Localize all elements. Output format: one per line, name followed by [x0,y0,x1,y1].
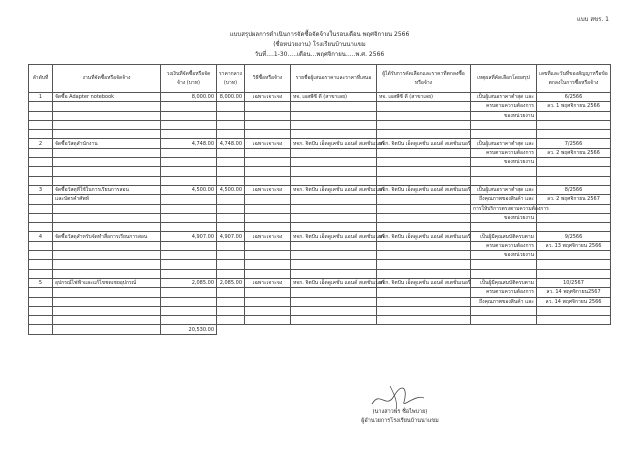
item-reason: ถึงคุณภาพของสินค้า และ [471,195,537,204]
item-bidder: หจก. จิตปัน เอ็ดดูเคชั่น แอนด์ สเตชั่นเนอรี่ [291,185,377,194]
table-row [29,111,611,120]
item-number [29,158,53,167]
item-contract: ลว. 14 พฤศจิกายน 2566 [537,297,611,306]
item-bidder [291,102,377,111]
col-header-no: ลำดับที่ [29,65,53,93]
empty-cell [245,316,291,325]
item-budget: 4,748.00 [161,139,217,148]
empty-cell [245,130,291,139]
empty-cell [245,325,291,334]
item-reason [471,260,537,269]
table-row [29,102,611,111]
item-bidder [291,195,377,204]
item-winner [377,102,471,111]
empty-cell [377,176,471,185]
item-number [29,102,53,111]
item-ref-price [217,260,245,269]
empty-cell [377,325,471,334]
item-number [29,306,53,315]
empty-cell [377,223,471,232]
item-task [53,288,161,297]
signatory-name: (นางสาวพร ชื่อไพบาย) [372,409,428,415]
item-reason: ครบตามความต้องการ [471,288,537,297]
empty-cell [217,130,245,139]
empty-cell [471,316,537,325]
item-winner: หจก. จิตปัน เอ็ดดูเคชั่น แอนด์ สเตชั่นเนอรี่ [377,232,471,241]
item-reason: ครบตามความต้องการ [471,102,537,111]
item-method [245,241,291,250]
item-budget [161,306,217,315]
item-method [245,111,291,120]
item-number [29,148,53,157]
item-method: เฉพาะเจาะจง [245,139,291,148]
item-task: จัดซื้อ Adapter notebook [53,93,161,102]
item-budget [161,148,217,157]
item-winner [377,148,471,157]
item-winner [377,297,471,306]
item-ref-price [217,111,245,120]
item-number: 1 [29,93,53,102]
item-contract [537,306,611,315]
item-winner [377,111,471,120]
col-header-budget: วงเงินที่จัดซื้อหรือจัดจ้าง (บาท) [161,65,217,93]
item-ref-price [217,102,245,111]
item-winner [377,195,471,204]
item-reason: เป็นผู้มีคุณสมบัติครบตาม [471,278,537,287]
item-budget [161,204,217,213]
item-reason [471,167,537,176]
empty-cell [377,269,471,278]
empty-cell [53,223,161,232]
item-winner [377,213,471,222]
item-ref-price: 4,748.00 [217,139,245,148]
item-bidder [291,120,377,129]
empty-cell [291,130,377,139]
item-bidder: หจ. เอสพีซี ดี (สาขาเลย) [291,93,377,102]
item-reason: ครบตามความต้องการ [471,148,537,157]
item-ref-price: 4,907.00 [217,232,245,241]
item-task [53,306,161,315]
report-title: แบบสรุปผลการดำเนินการจัดซื้อจัดจ้างในรอบเดือน พฤศจิกายน 2566 [229,31,410,38]
empty-cell [245,269,291,278]
item-contract: ลว. 14 พฤศจิกายน2567 [537,288,611,297]
item-method [245,297,291,306]
item-method [245,306,291,315]
item-ref-price [217,306,245,315]
item-method [245,260,291,269]
empty-cell [537,223,611,232]
empty-cell [53,176,161,185]
item-contract: ลว. 1 พฤศจิกายน 2566 [537,102,611,111]
empty-cell [471,223,537,232]
empty-cell [537,316,611,325]
table-row [29,185,611,194]
item-number: 5 [29,278,53,287]
item-reason: ถึงคุณภาพของสินค้า และ [471,297,537,306]
empty-cell [291,176,377,185]
item-contract [537,158,611,167]
empty-cell [291,325,377,334]
empty-cell [471,325,537,334]
item-contract: ลว. 2 พฤศจิกายน 2567 [537,195,611,204]
item-budget [161,297,217,306]
item-ref-price [217,251,245,260]
item-bidder [291,260,377,269]
empty-cell [377,130,471,139]
item-task: และบัตรคำศัพท์ [53,195,161,204]
procurement-table [28,64,611,335]
empty-cell [53,130,161,139]
empty-cell [537,130,611,139]
item-contract [537,167,611,176]
item-task [53,148,161,157]
item-ref-price: 8,000.00 [217,93,245,102]
item-ref-price [217,167,245,176]
item-method [245,213,291,222]
item-winner [377,120,471,129]
empty-cell [53,269,161,278]
empty-cell [471,130,537,139]
item-reason: ของหน่วยงาน [471,111,537,120]
item-bidder [291,148,377,157]
item-contract: 9/2566 [537,232,611,241]
item-reason: การให้บริการตรงตามความต้องการ [471,204,537,213]
item-task [53,111,161,120]
item-number [29,111,53,120]
item-number [29,251,53,260]
empty-cell [217,316,245,325]
item-number [29,288,53,297]
item-method [245,158,291,167]
item-winner [377,204,471,213]
item-reason: ของหน่วยงาน [471,213,537,222]
item-contract: 10/2567 [537,278,611,287]
item-reason: เป็นผู้เสนอราคาต่ำสุด และ [471,185,537,194]
item-winner [377,158,471,167]
item-ref-price [217,241,245,250]
empty-cell [29,130,53,139]
table-row [29,148,611,157]
table-row [29,251,611,260]
col-header-winner: ผู้ได้รับการคัดเลือกและราคาที่ตกลงซื้อหรือจ้าง [377,65,471,93]
item-ref-price [217,297,245,306]
item-contract: 6/2566 [537,93,611,102]
empty-cell [29,325,53,334]
item-contract [537,260,611,269]
item-method [245,195,291,204]
item-task [53,102,161,111]
item-reason: เป็นผู้เสนอราคาต่ำสุด และ [471,139,537,148]
table-row [29,204,611,213]
empty-cell [29,269,53,278]
signatory-position: ผู้อำนวยการโรงเรียนบ้านนาแขม [361,418,439,424]
empty-cell [217,269,245,278]
empty-cell [53,325,161,334]
empty-cell [29,176,53,185]
item-task [53,204,161,213]
total-row [29,325,611,334]
table-row [29,269,611,278]
item-method: เฉพาะเจาะจง [245,232,291,241]
item-budget [161,195,217,204]
empty-cell [29,223,53,232]
table-header-row [29,65,611,93]
item-number [29,241,53,250]
item-reason: ครบตามความต้องการ [471,241,537,250]
item-ref-price [217,204,245,213]
item-budget [161,241,217,250]
empty-cell [537,176,611,185]
item-number [29,297,53,306]
item-winner [377,167,471,176]
item-number [29,213,53,222]
item-winner [377,251,471,260]
col-header-method: วิธีซื้อหรือจ้าง [245,65,291,93]
empty-cell [217,325,245,334]
empty-cell [161,316,217,325]
item-bidder [291,306,377,315]
item-number [29,195,53,204]
item-budget [161,260,217,269]
empty-cell [161,223,217,232]
item-bidder [291,241,377,250]
item-ref-price [217,195,245,204]
item-task [53,158,161,167]
item-bidder [291,204,377,213]
item-budget: 4,500.00 [161,185,217,194]
item-bidder [291,111,377,120]
col-header-task: งานที่จัดซื้อหรือจัดจ้าง [53,65,161,93]
item-contract: ลว. 2 พฤศจิกายน 2566 [537,148,611,157]
item-budget [161,120,217,129]
item-method [245,251,291,260]
item-bidder: หจก. จิตปัน เอ็ดดูเคชั่น แอนด์ สเตชั่นเนอรี่ [291,232,377,241]
item-budget [161,213,217,222]
item-task [53,241,161,250]
item-task [53,251,161,260]
item-ref-price [217,148,245,157]
item-budget [161,251,217,260]
table-row [29,213,611,222]
table-row [29,241,611,250]
item-method [245,288,291,297]
item-ref-price [217,158,245,167]
item-contract: 7/2566 [537,139,611,148]
col-header-bidders: รายชื่อผู้เสนอราคาและราคาที่เสนอ [291,65,377,93]
item-task [53,297,161,306]
table-row [29,297,611,306]
empty-cell [537,269,611,278]
item-contract [537,111,611,120]
empty-cell [471,269,537,278]
item-winner: หจ. เอสพีซี ดี (สาขาเลย) [377,93,471,102]
empty-cell [537,325,611,334]
item-winner [377,288,471,297]
table-row [29,223,611,232]
empty-cell [471,176,537,185]
empty-cell [377,316,471,325]
table-row [29,260,611,269]
item-bidder: หจก. จิตปัน เอ็ดดูเคชั่น แอนด์ สเตชั่นเนอรี่ [291,139,377,148]
item-reason: เป็นผู้มีคุณสมบัติครบตาม [471,232,537,241]
table-row [29,306,611,315]
item-task: จัดซื้อวัสดุสำหรับจัดทำสื่อการเรียนการสอน [53,232,161,241]
item-budget: 4,907.00 [161,232,217,241]
empty-cell [291,316,377,325]
item-bidder [291,297,377,306]
item-budget [161,102,217,111]
item-method [245,102,291,111]
col-header-reason: เหตุผลที่คัดเลือกโดยสรุป [471,65,537,93]
table-row [29,120,611,129]
item-number [29,260,53,269]
item-reason: ของหน่วยงาน [471,251,537,260]
item-bidder [291,158,377,167]
table-row [29,316,611,325]
empty-cell [29,316,53,325]
item-number [29,204,53,213]
empty-cell [291,269,377,278]
item-ref-price [217,288,245,297]
col-header-ref-price: ราคากลาง (บาท) [217,65,245,93]
item-budget: 8,000.00 [161,93,217,102]
item-winner: หจก. จิตปัน เอ็ดดูเคชั่น แอนด์ สเตชั่นเนอรี่ [377,278,471,287]
item-ref-price: 2,085.00 [217,278,245,287]
empty-cell [161,269,217,278]
item-budget: 2,085.00 [161,278,217,287]
signature-block [360,408,440,426]
table-row [29,139,611,148]
item-winner [377,260,471,269]
item-contract: 8/2566 [537,185,611,194]
item-task [53,260,161,269]
empty-cell [245,176,291,185]
grand-total: 20,530.00 [161,325,217,334]
item-budget [161,158,217,167]
item-budget [161,167,217,176]
item-number [29,167,53,176]
table-row [29,232,611,241]
item-method [245,120,291,129]
item-method: เฉพาะเจาะจง [245,278,291,287]
item-ref-price [217,213,245,222]
item-task [53,167,161,176]
item-winner: หจก. จิตปัน เอ็ดดูเคชั่น แอนด์ สเตชั่นเนอรี่ [377,185,471,194]
agency-name: (ชื่อหน่วยงาน) โรงเรียนบ้านนาแขม [273,41,366,48]
report-period: วันที่....1-30.....เดือน...พฤศจิกายน.....พ.ศ. 2566 [254,51,385,58]
item-bidder [291,288,377,297]
item-reason: ของหน่วยงาน [471,158,537,167]
item-task: จัดซื้อวัสดุที่ใช้ในการเรียนการสอน [53,185,161,194]
item-method [245,204,291,213]
table-row [29,176,611,185]
item-method [245,148,291,157]
item-bidder [291,213,377,222]
table-row [29,195,611,204]
item-method [245,167,291,176]
empty-cell [217,176,245,185]
document-header [0,30,639,60]
item-ref-price: 4,500.00 [217,185,245,194]
col-header-contract: เลขที่และวันที่ของสัญญาหรือข้อตกลงในการซื้อหรือจ้าง [537,65,611,93]
item-number [29,120,53,129]
item-contract [537,213,611,222]
empty-cell [245,223,291,232]
item-number: 4 [29,232,53,241]
form-code: แบบ สขร. 1 [576,16,609,23]
item-budget [161,111,217,120]
empty-cell [161,130,217,139]
table-row [29,158,611,167]
item-ref-price [217,120,245,129]
empty-cell [217,223,245,232]
empty-cell [161,176,217,185]
item-bidder [291,167,377,176]
empty-cell [53,316,161,325]
table-row [29,288,611,297]
item-number: 3 [29,185,53,194]
item-number: 2 [29,139,53,148]
item-winner [377,241,471,250]
item-contract [537,251,611,260]
table-row [29,167,611,176]
empty-cell [291,223,377,232]
item-task [53,120,161,129]
item-reason [471,120,537,129]
item-winner: หจก. จิตปัน เอ็ดดูเคชั่น แอนด์ สเตชั่นเนอรี่ [377,139,471,148]
table-row [29,278,611,287]
item-bidder [291,251,377,260]
item-winner [377,306,471,315]
item-reason: เป็นผู้เสนอราคาต่ำสุด และ [471,93,537,102]
item-method: เฉพาะเจาะจง [245,185,291,194]
item-contract: ลว. 13 พฤศจิกายน 2566 [537,241,611,250]
item-task: จัดซื้อวัสดุสำนักงาน [53,139,161,148]
item-bidder: หจก. จิตปัน เอ็ดดูเคชั่น แอนด์ สเตชั่นเนอรี่ [291,278,377,287]
item-method: เฉพาะเจาะจง [245,93,291,102]
table-row [29,93,611,102]
item-contract [537,120,611,129]
item-task: อุปกรณ์ไฟฟ้าและแก้ไขชดเชยอุปกรณ์ [53,278,161,287]
table-row [29,130,611,139]
item-reason [471,306,537,315]
item-budget [161,288,217,297]
item-task [53,213,161,222]
